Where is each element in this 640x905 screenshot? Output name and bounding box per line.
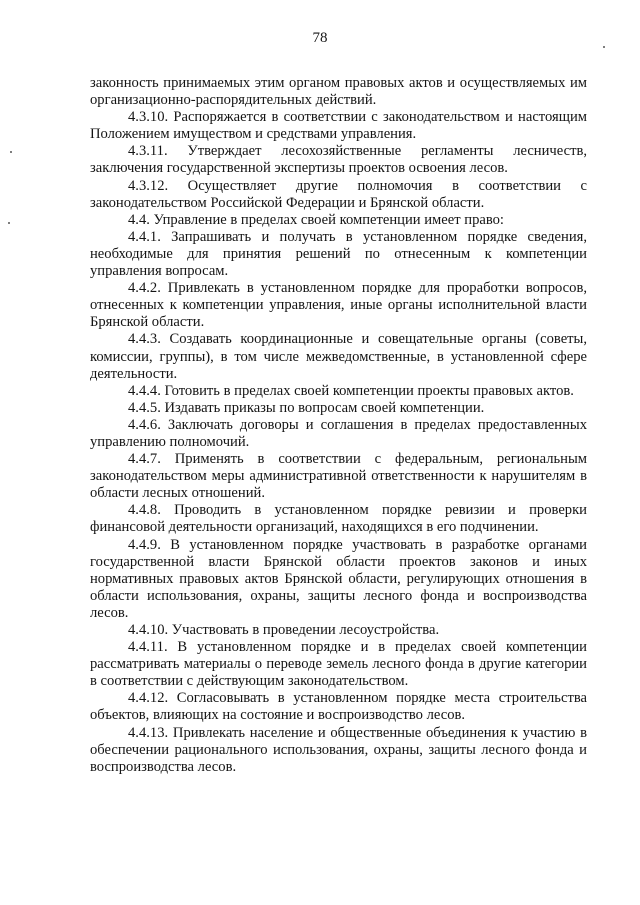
paragraph: 4.4.8. Проводить в установленном порядке ревизии и проверки финансовой деятельности организаций, находящихся в его подчинении.: [90, 502, 587, 536]
paragraph: 4.4. Управление в пределах своей компетенции имеет право:: [128, 211, 504, 228]
paragraph: 4.4.10. Участвовать в проведении лесоустройства.: [128, 622, 440, 638]
paragraph: 4.4.3. Создавать координационные и совещательные органы (советы, комиссии, группы), в том числе межведомственные, в установленной сфере деятельности.: [90, 331, 587, 382]
scan-speck: [10, 151, 12, 153]
scan-speck: [603, 46, 605, 48]
paragraph: 4.4.1. Запрашивать и получать в установленном порядке сведения, необходимые для принятия решений по отнесенным к компетенции управления вопросам.: [90, 228, 587, 280]
paragraph: 4.4.2. Привлекать в установленном порядке для проработки вопросов, отнесенных к компетенции управления, иные органы исполнительной власти Брянской области.: [90, 280, 587, 331]
paragraph: 4.4.9. В установленном порядке участвовать в разработке органами государственной власти Брянской области проектов законов и иных нормативных правовых актов Брянской области, регулирующих отношения в области использования, охраны, защиты лесного фонда и воспроизводства лесов.: [90, 536, 587, 621]
paragraph: 4.4.5. Издавать приказы по вопросам своей компетенции.: [128, 399, 485, 416]
paragraph: 4.4.7. Применять в соответствии с федеральным, региональным законодательством меры административной ответственности к нарушителям в области лесных отношений.: [90, 451, 587, 502]
paragraph: 4.4.11. В установленном порядке и в пределах своей компетенции рассматривать материалы о переводе земель лесного фонда в другие категории в соответствии с действующим законодательством.: [90, 639, 587, 690]
paragraph: 4.4.13. Привлекать население и общественные объединения к участию в обеспечении рационального использования, охраны, защиты лесного фонда и воспроизводства лесов.: [90, 724, 587, 775]
page-number: 78: [312, 30, 328, 46]
paragraph: 4.4.4. Готовить в пределах своей компетенции проекты правовых актов.: [128, 382, 574, 399]
paragraph: 4.3.12. Осуществляет другие полномочия в соответствии с законодательством Российской Федерации и Брянской области.: [90, 177, 587, 211]
paragraph: 4.4.12. Согласовывать в установленном порядке места строительства объектов, влияющих на состояние и воспроизводство лесов.: [90, 690, 587, 724]
document-body: [90, 75, 587, 776]
paragraph: 4.3.10. Распоряжается в соответствии с законодательством и настоящим Положением имуществом и средствами управления.: [90, 109, 587, 143]
paragraph: 4.4.6. Заключать договоры и соглашения в пределах предоставленных управлению полномочий.: [90, 416, 587, 450]
scan-speck: [8, 222, 10, 224]
paragraph: 4.3.11. Утверждает лесохозяйственные регламенты лесничеств, заключения государственной экспертизы проектов освоения лесов.: [90, 143, 587, 177]
paragraph: законность принимаемых этим органом правовых актов и осуществляемых им организационно-распорядительных действий.: [90, 75, 587, 109]
